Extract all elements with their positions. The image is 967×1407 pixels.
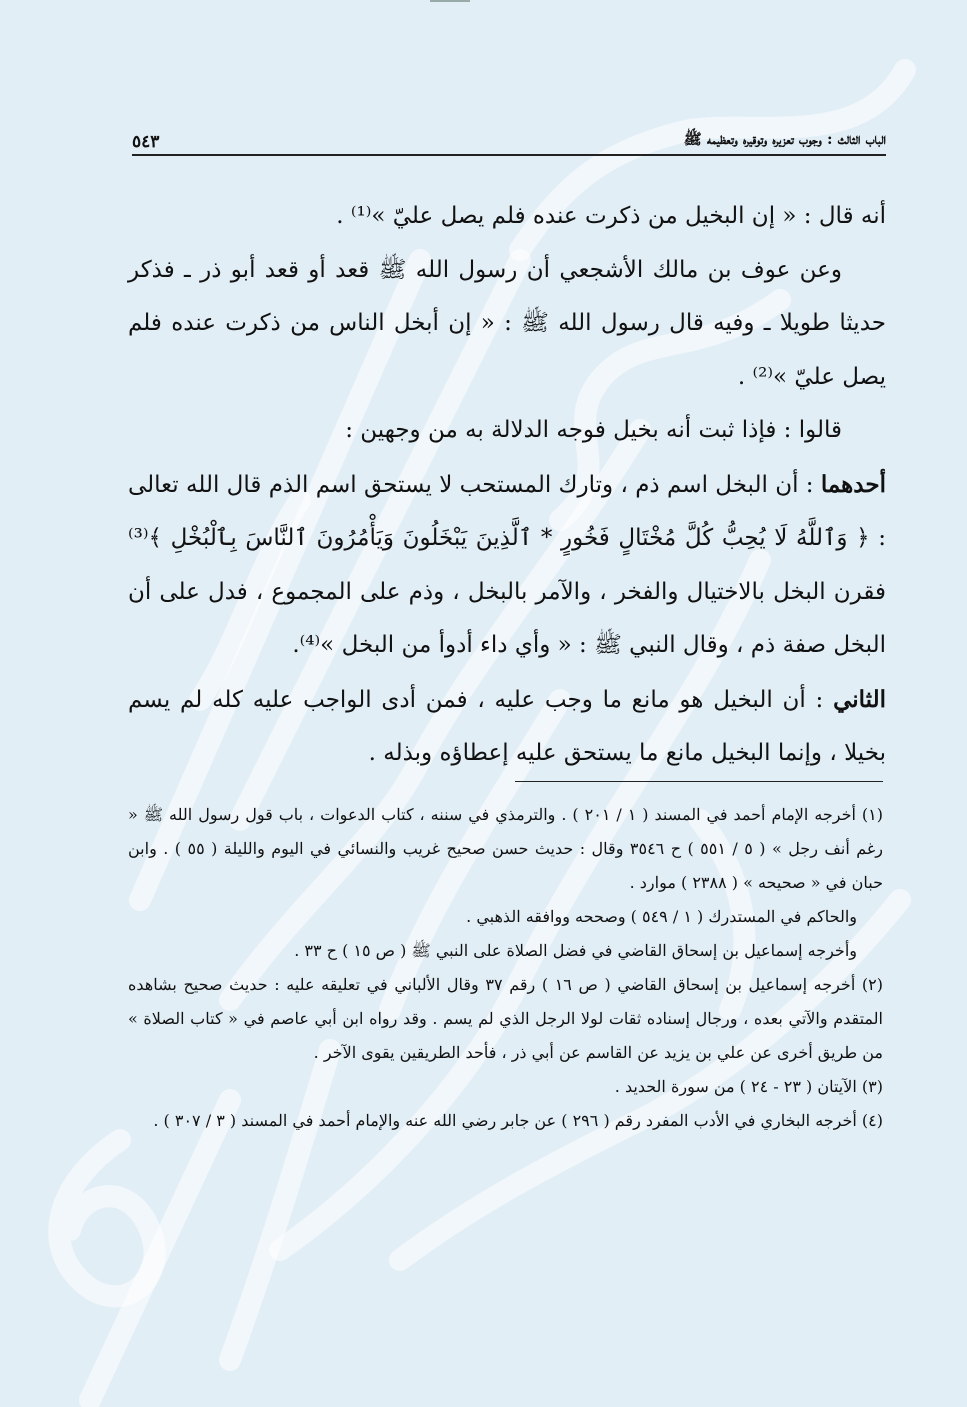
body-paragraph-awf: وعن عوف بن مالك الأشجعي أن رسول الله ﷺ قعد أو قعد أبو ذر ـ فذكر حديثا طويلا ـ وفيه قال رسول الله ﷺ : « إن أبخل الناس من ذكرت عنده فلم يصل عليّ »⁽²⁾ .	[128, 256, 886, 390]
footnote-1-additional: وأخرجه إسماعيل بن إسحاق القاضي في فضل الصلاة على النبي ﷺ ( ص ١٥ ) ح ٣٣ .	[294, 941, 857, 960]
second-aspect-text: : أن البخيل هو مانع ما وجب عليه ، فمن أدى الواجب عليه كله لم يسم بخيلا ، وإنما البخيل مانع ما يستحق عليه إعطاؤه وبذله .	[128, 686, 886, 766]
body-paragraph-two-aspects: قالوا : فإذا ثبت أنه بخيل فوجه الدلالة به من وجهين :	[345, 417, 842, 443]
footnotes	[128, 798, 883, 1138]
second-aspect-heading: الثاني	[833, 685, 886, 713]
footnote-1: (١) أخرجه الإمام أحمد في المسند ( ١ / ٢٠١ ) . والترمذي في سننه ، كتاب الدعوات ، باب قول رسول الله ﷺ « رغم أنف رجل » ( ٥ / ٥٥١ ) ح ٣٥٤٦ وقال : حديث حسن صحيح غريب والنسائي في اليوم والليلة ( ٥٥ ) . وابن حبان في « صحيحه » ( ٢٣٨٨ ) موارد .	[128, 805, 884, 892]
footnote-2: (٢) أخرجه إسماعيل بن إسحاق القاضي ( ص ١٦ ) رقم ٣٧ وقال الألباني في تعليقه عليه : حديث صحيح بشاهده المتقدم والآتي بعده ، ورجال إسناده ثقات لولا الرجل الذي لم يسم . وقد رواه ابن أبي عاصم في « كتاب الصلاة » من طريق أخرى عن علي بن يزيد عن القاسم عن أبي ذر ، فأحد الطريقين يقوى الآخر .	[128, 975, 883, 1062]
body-line-1: أنه قال : « إن البخيل من ذكرت عنده فلم يصل عليّ »⁽¹⁾ .	[336, 203, 886, 229]
footnote-1-continued: والحاكم في المستدرك ( ١ / ٥٤٩ ) وصححه ووافقه الذهبي .	[466, 907, 857, 926]
footnote-3: (٣) الآيتان ( ٢٣ - ٢٤ ) من سورة الحديد .	[614, 1077, 883, 1096]
page-number: ٥٤٣	[132, 132, 160, 152]
scan-edge-mark	[430, 0, 470, 2]
main-text	[128, 190, 886, 781]
body-paragraph-first-aspect	[128, 458, 886, 673]
body-paragraph-second-aspect	[128, 673, 886, 781]
first-aspect-text: : أن البخل اسم ذم ، وتارك المستحب لا يستحق اسم الذم قال الله تعالى : ﴿ وَٱللَّهُ لَا يُحِبُّ كُلَّ مُخْتَالٍ فَخُورٍ * ٱلَّذِينَ يَبْخَلُونَ وَيَأْمُرُونَ ٱلنَّاسَ بِٱلْبُخْلِ ﴾⁽³⁾فقرن البخل بالاختيال والفخر ، والآمر بالبخل ، وذم على المجموع ، فدل على أن البخل صفة ذم ، وقال النبي ﷺ : « وأي داء أدوأ من البخل »⁽⁴⁾.	[128, 471, 886, 658]
footnote-4: (٤) أخرجه البخاري في الأدب المفرد رقم ( ٢٩٦ ) عن جابر رضي الله عنه والإمام أحمد في المسند ( ٣ / ٣٠٧ ) .	[153, 1111, 883, 1130]
running-header	[132, 118, 886, 156]
first-aspect-heading: أحدهما	[820, 470, 886, 498]
running-title: الباب الثالث : وجوب تعزيره وتوقيره وتعظيمه ﷺ	[683, 130, 886, 148]
footnote-separator	[515, 781, 883, 782]
